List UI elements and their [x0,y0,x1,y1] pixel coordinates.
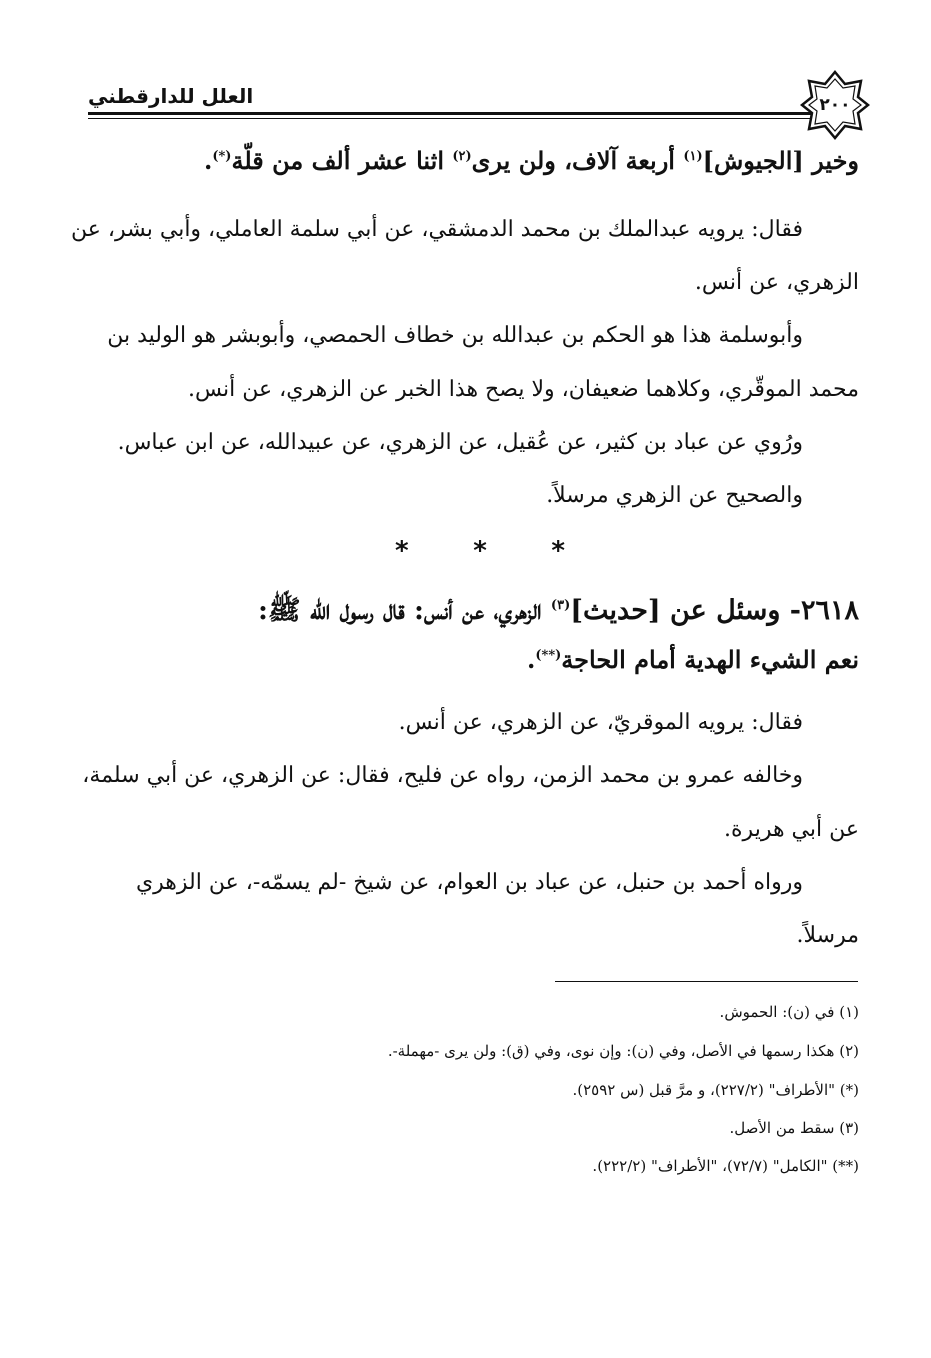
text-line: والصحيح عن الزهري مرسلاً. [546,483,803,508]
text-line: وخالفه عمرو بن محمد الزمن، رواه عن فليح، فقال: عن الزهري، عن أبي سلمة، [82,763,803,788]
section-separator [395,536,565,566]
separator-star: * [395,536,409,566]
footnote: (١) في (ن): الحموش. [719,1003,859,1021]
page-number-badge [800,70,870,140]
footnote: (**) "الكامل" (٧٢/٧)، "الأطراف" (٢٢٢/٢). [592,1157,859,1175]
text-line: محمد الموقّري، وكلاهما ضعيفان، ولا يصح هذا الخبر عن الزهري، عن أنس. [188,377,859,402]
text-line: عن أبي هريرة. [724,817,859,842]
text-line: ورواه أحمد بن حنبل، عن عباد بن العوام، عن شيخ -لم يسمّه-، عن الزهري [135,870,803,895]
page-number: ٢٠٠ [819,95,851,115]
text-line: فقال: يرويه عبدالملك بن محمد الدمشقي، عن أبي سلمة العاملي، وأبي بشر، عن [71,217,803,242]
text-line: وخير [الجيوش]$^{(١)}$ أربعة آلاف، ولن يرى$^{(٢)}$ اثنا عشر ألف من قلّة(*). [203,146,859,175]
text-line: الزهري، عن أنس. [694,270,859,295]
text-line: مرسلاً. [796,923,859,948]
footnote: (*) "الأطراف" (٢٢٧/٢)، و مرَّ قبل (س ٢٥٩٢). [572,1081,859,1099]
footnote: (٣) سقط من الأصل. [729,1119,859,1137]
text-line: فقال: يرويه الموقريّ، عن الزهري، عن أنس. [398,710,803,735]
footnote: (٢) هكذا رسمها في الأصل، وفي (ن): وإن نوى، وفي (ق): ولن يرى -مهملة-. [387,1042,859,1060]
footnote-rule [555,981,858,982]
text-line: ورُوي عن عباد بن كثير، عن عُقيل، عن الزهري، عن عبيدالله، عن ابن عباس. [117,430,803,455]
running-header-title: العلل للدارقطني [88,84,254,108]
header-rule-thick [88,112,818,115]
text-line: وأبوسلمة هذا هو الحكم بن عبدالله بن خطاف الحمصي، وأبوبشر هو الوليد بن [107,323,803,348]
entry-heading-cont: نعم الشيء الهدية أمام الحاجة(**). [527,645,859,674]
header-rule-thin [88,118,818,119]
separator-star: * [473,536,487,566]
separator-star: * [551,536,565,566]
entry-heading: ٢٦١٨- وسئل عن [حديث]$^{(٣)}$ الزهري، عن أنس: قال رسول الله ﷺ: [258,595,859,626]
